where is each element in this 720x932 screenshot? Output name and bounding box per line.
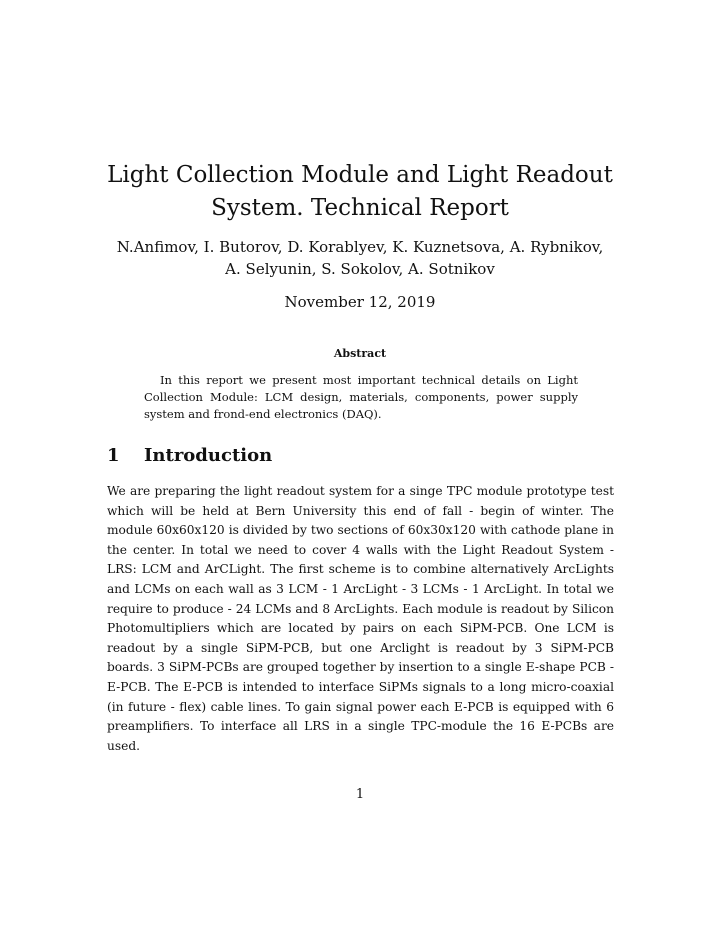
authors-line-2: A. Selyunin, S. Sokolov, A. Sotnikov — [225, 260, 495, 278]
paper-title — [0, 159, 720, 225]
author-list — [0, 236, 720, 280]
page-number: 1 — [355, 787, 365, 802]
publication-date: November 12, 2019 — [284, 293, 436, 311]
section-number: 1 — [107, 445, 120, 466]
abstract-text: In this report we present most important technical details on Light Collection Module: LCM design, materials, components, power supply system and frond-end electronics (DAQ). — [144, 373, 578, 421]
title-line-2: System. Technical Report — [211, 195, 509, 221]
section-body-paragraph: We are preparing the light readout system for a singe TPC module prototype test which will be held at Bern University this end of fall - begin of winter. The module 60x60x120 is divided by two sections of 60x30x120 with cathode plane in the center. In total we need to cover 4 walls with the Light Readout System - LRS: LCM and ArCLight. The first scheme is to combine alternatively ArcLights and LCMs on each wall as 3 LCM - 1 ArcLight - 3 LCMs - 1 ArcLight. In total we require to produce - 24 LCMs and 8 ArcLights. Each module is readout by Silicon Photomultipliers which are located by pairs on each SiPM-PCB. One LCM is readout by a single SiPM-PCB, but one Arclight is readout by 3 SiPM-PCB boards. 3 SiPM-PCBs are grouped together by insertion to a single E-shape PCB - E-PCB. The E-PCB is intended to interface SiPMs signals to a long micro-coaxial (in future - flex) cable lines. To gain signal power each E-PCB is equipped with 6 preamplifiers. To interface all LRS in a single TPC-module the 16 E-PCBs are used. — [107, 484, 614, 753]
authors-line-1: N.Anfimov, I. Butorov, D. Korablyev, K. Kuznetsova, A. Rybnikov, — [116, 238, 604, 256]
section-title: Introduction — [144, 445, 273, 466]
abstract-heading: Abstract — [333, 347, 387, 360]
section-heading — [107, 444, 627, 468]
title-line-1: Light Collection Module and Light Readout — [107, 162, 613, 188]
